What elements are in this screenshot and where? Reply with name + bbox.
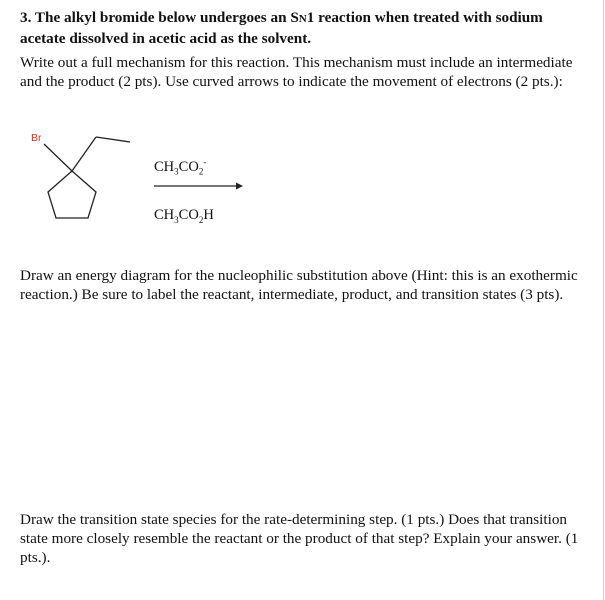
reagent-sub-2: 2 <box>198 166 204 177</box>
solvent-acetic-acid <box>154 207 214 225</box>
title-text-1: The alkyl bromide below undergoes an <box>31 9 291 26</box>
alkyl-bromide-structure <box>18 122 148 232</box>
cyclopentane-ring <box>48 171 96 218</box>
reagent-co: CO <box>178 158 199 175</box>
mechanism-instructions: Write out a full mechanism for this reaction. This mechanism must include an intermediate and the product (2 pts). Use curved arrows to indicate the movement of electrons (2 pts.): <box>20 54 573 90</box>
energy-diagram-instructions: Draw an energy diagram for the nucleophilic substitution above (Hint: this is an exothermic reaction.) Be sure to label the reactant, intermediate, product, and transition states (3 pts). <box>20 267 578 303</box>
reagent-sub-3: 3 <box>174 166 179 177</box>
title-text-2: reaction when treated with sodium acetate dissolved in acetic acid as the solvent. <box>20 9 543 47</box>
sn1-n: N <box>298 13 307 25</box>
solvent-ch: CH <box>154 207 175 223</box>
solvent-sub-3: 3 <box>174 214 179 225</box>
reaction-arrow <box>154 180 244 192</box>
question-title <box>20 8 590 48</box>
question-number: 3. <box>20 9 32 26</box>
sn1-s: S <box>290 9 299 26</box>
solvent-co: CO <box>178 207 199 223</box>
c-ch2-bond <box>72 137 96 171</box>
reagent-acetate <box>154 157 206 177</box>
c-br-bond <box>44 144 72 171</box>
solvent-h: H <box>203 207 214 223</box>
sn1-one: 1 <box>306 9 315 26</box>
ch2-ch3-bond <box>96 137 130 142</box>
solvent-sub-2: 2 <box>198 214 204 225</box>
transition-state-instructions: Draw the transition state species for the rate-determining step. (1 pts.) Does that transition state more closely resemble the reactant or the product of that step? Explain your answer. (1 pts.). <box>20 511 579 566</box>
bromine-label: Br <box>31 132 42 144</box>
reagent-ch: CH <box>154 158 175 175</box>
reagent-charge: - <box>203 157 207 167</box>
